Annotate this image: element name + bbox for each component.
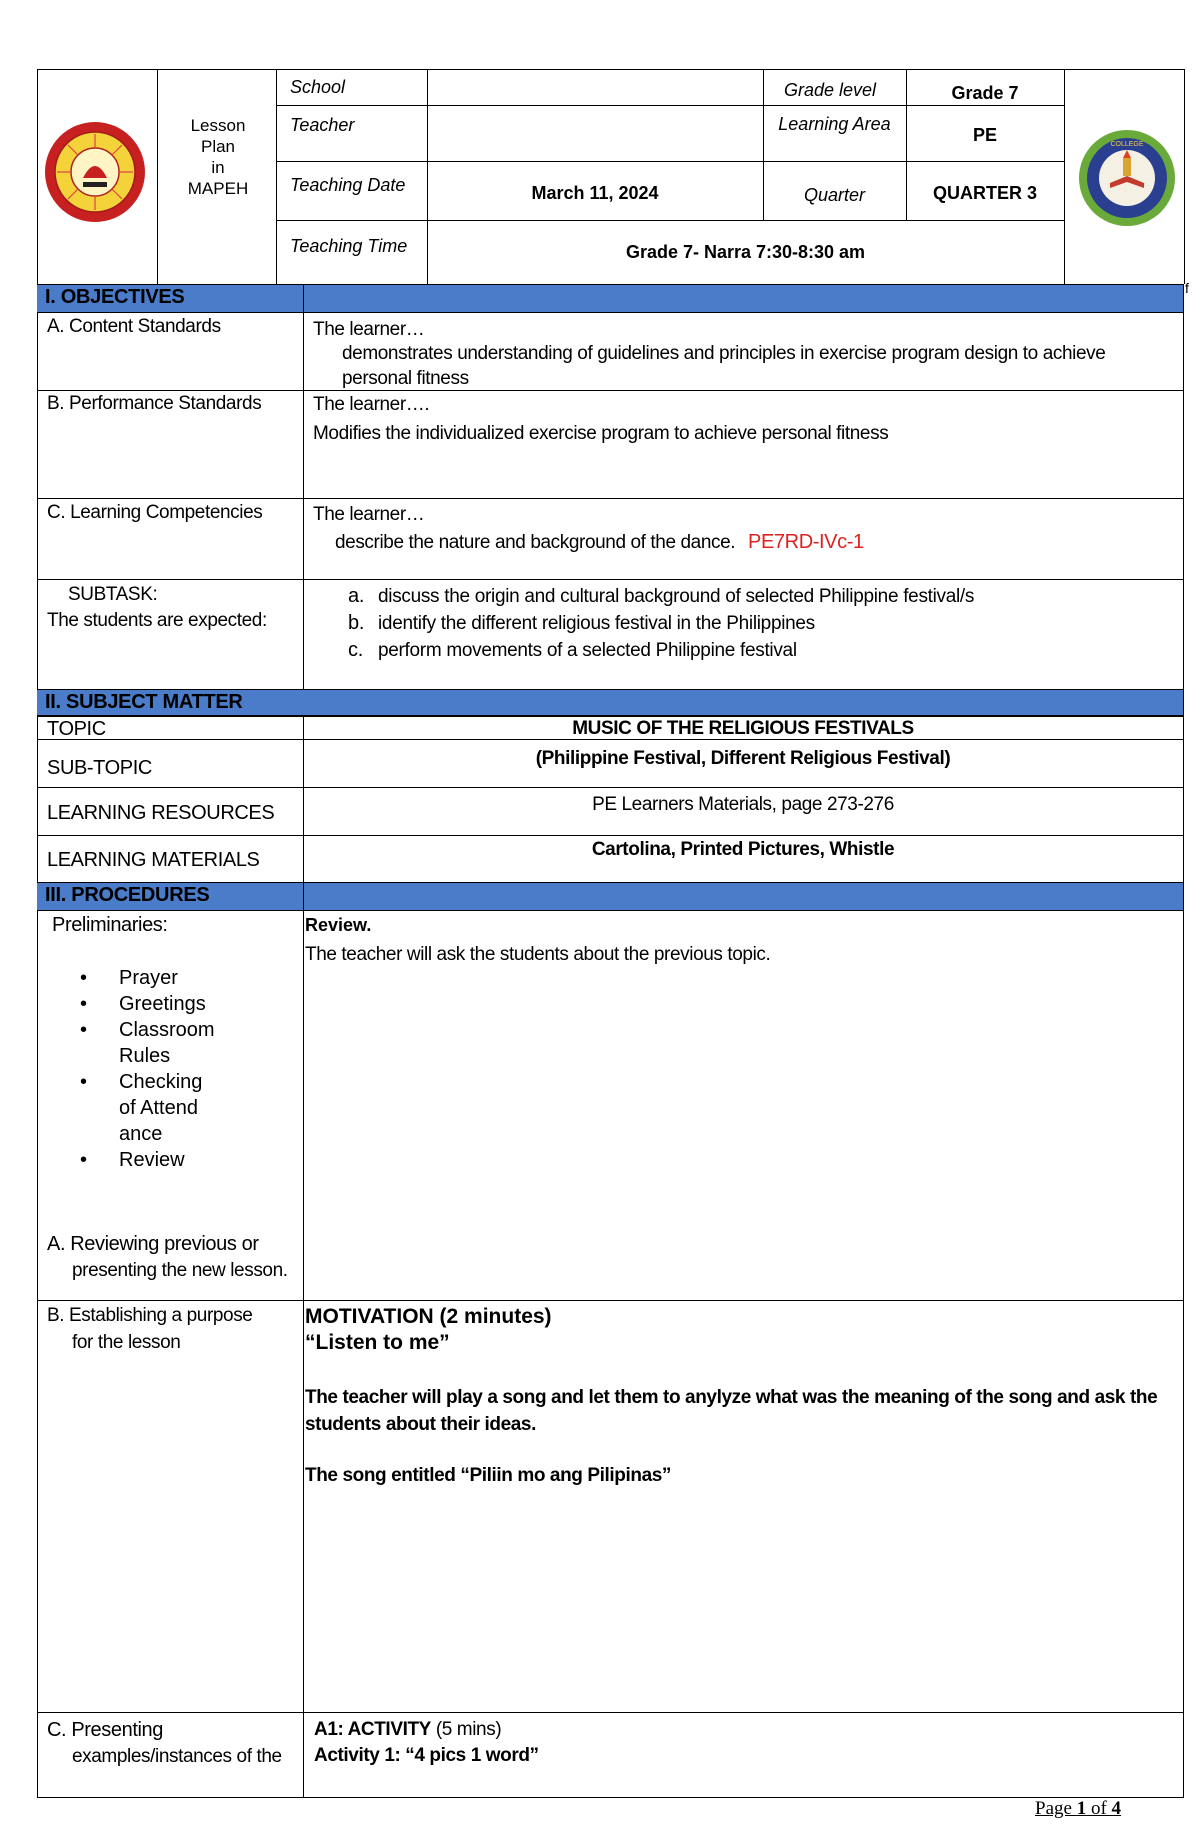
review-heading: Review. (305, 915, 372, 935)
performance-standards-intro: The learner…. (313, 394, 430, 415)
grade-level-value: Grade 7 (951, 83, 1019, 103)
school-seal-logo (43, 120, 147, 224)
svg-text:COLLEGE: COLLEGE (1110, 141, 1144, 148)
subtopic-value: (Philippine Festival, Different Religious Festival) (535, 748, 951, 769)
purpose-label-2: for the lesson (72, 1332, 181, 1353)
page-number: Page 1 of 4 (1035, 1798, 1122, 1819)
activity-title: Activity 1: “4 pics 1 word” (314, 1745, 539, 1766)
preliminaries-list (47, 965, 215, 1173)
teacher-label: Teacher (290, 115, 355, 135)
topic-label: TOPIC (47, 718, 106, 740)
competencies-text: describe the nature and background of the dance. (335, 532, 736, 553)
list-item: • Prayer (47, 965, 207, 991)
list-item: • Review (47, 1147, 207, 1173)
reviewing-label-1: A. Reviewing previous or (47, 1233, 259, 1255)
section-procedures-title: III. PROCEDURES (45, 884, 210, 906)
activity-heading-bold: A1: ACTIVITY (314, 1719, 431, 1740)
list-item: • Checking of Attendance (47, 1069, 207, 1147)
subtopic-label: SUB-TOPIC (47, 757, 152, 779)
teaching-date-label: Teaching Date (290, 175, 406, 195)
section-subject-matter (37, 689, 1183, 717)
motivation-text: The teacher will play a song and let them to anylyze what was the meaning of the song and ask the students about their ideas. (305, 1387, 1158, 1435)
materials-label: LEARNING MATERIALS (47, 849, 260, 871)
preliminaries-label: Preliminaries: (52, 914, 168, 936)
teaching-time-label: Teaching Time (290, 236, 408, 256)
content-standards-text: demonstrates understanding of guidelines and principles in exercise program design to achieve personal fitness (342, 343, 1106, 389)
topic-value: MUSIC OF THE RELIGIOUS FESTIVALS (572, 718, 914, 739)
motivation-heading: MOTIVATION (2 minutes) (305, 1305, 552, 1328)
learning-area-value: PE (972, 125, 997, 145)
motivation-song: The song entitled “Piliin mo ang Pilipinas” (305, 1465, 672, 1486)
section-subject-matter-title: II. SUBJECT MATTER (45, 691, 243, 713)
stray-character: f (1185, 280, 1189, 296)
presenting-label-1: C. Presenting (47, 1719, 163, 1741)
lesson-plan-label: Lesson Plan in MAPEH (187, 116, 249, 198)
competencies-row (335, 529, 864, 556)
grade-level-label: Grade level (784, 80, 877, 100)
list-item: • Greetings (47, 991, 207, 1017)
subtask-item: c. perform movements of a selected Philippine festival (348, 639, 797, 661)
purpose-label-1: B. Establishing a purpose (47, 1305, 253, 1326)
college-of-education-logo (1076, 128, 1178, 228)
subtask-item: b. identify the different religious festival in the Philippines (348, 612, 815, 634)
section-procedures (37, 882, 1183, 911)
resources-label: LEARNING RESOURCES (47, 802, 275, 824)
review-text: The teacher will ask the students about the previous topic. (305, 944, 771, 965)
section-objectives-title: I. OBJECTIVES (45, 286, 185, 308)
subtask-sub: The students are expected: (47, 610, 267, 631)
section-objectives (37, 284, 1183, 313)
quarter-value: QUARTER 3 (932, 183, 1037, 203)
resources-value: PE Learners Materials, page 273-276 (592, 794, 894, 815)
subtask-label: SUBTASK: (68, 584, 158, 605)
reviewing-label-2: presenting the new lesson. (72, 1260, 288, 1281)
learning-area-label: Learning Area (778, 114, 891, 134)
activity-heading (314, 1717, 501, 1743)
performance-standards-label: B. Performance Standards (47, 393, 262, 414)
competencies-intro: The learner… (313, 504, 425, 525)
presenting-label-2: examples/instances of the (72, 1746, 282, 1767)
teaching-time-value: Grade 7- Narra 7:30-8:30 am (625, 242, 866, 262)
teaching-date-value: March 11, 2024 (531, 183, 659, 203)
subtask-item: a. discuss the origin and cultural background of selected Philippine festival/s (348, 585, 975, 607)
page-current: 1 (1076, 1798, 1087, 1819)
motivation-title: “Listen to me” (305, 1331, 450, 1354)
competencies-label: C. Learning Competencies (47, 502, 263, 523)
page-total: 4 (1111, 1798, 1122, 1819)
activity-heading-rest: (5 mins) (430, 1719, 502, 1740)
content-standards-intro: The learner… (313, 319, 425, 340)
list-item: • Classroom Rules (47, 1017, 207, 1069)
content-standards-label: A. Content Standards (47, 316, 221, 337)
performance-standards-text: Modifies the individualized exercise program to achieve personal fitness (313, 423, 889, 444)
school-label: School (290, 77, 346, 97)
materials-value: Cartolina, Printed Pictures, Whistle (591, 839, 895, 860)
competencies-code: PE7RD-IVc-1 (748, 531, 864, 553)
quarter-label: Quarter (803, 185, 866, 205)
